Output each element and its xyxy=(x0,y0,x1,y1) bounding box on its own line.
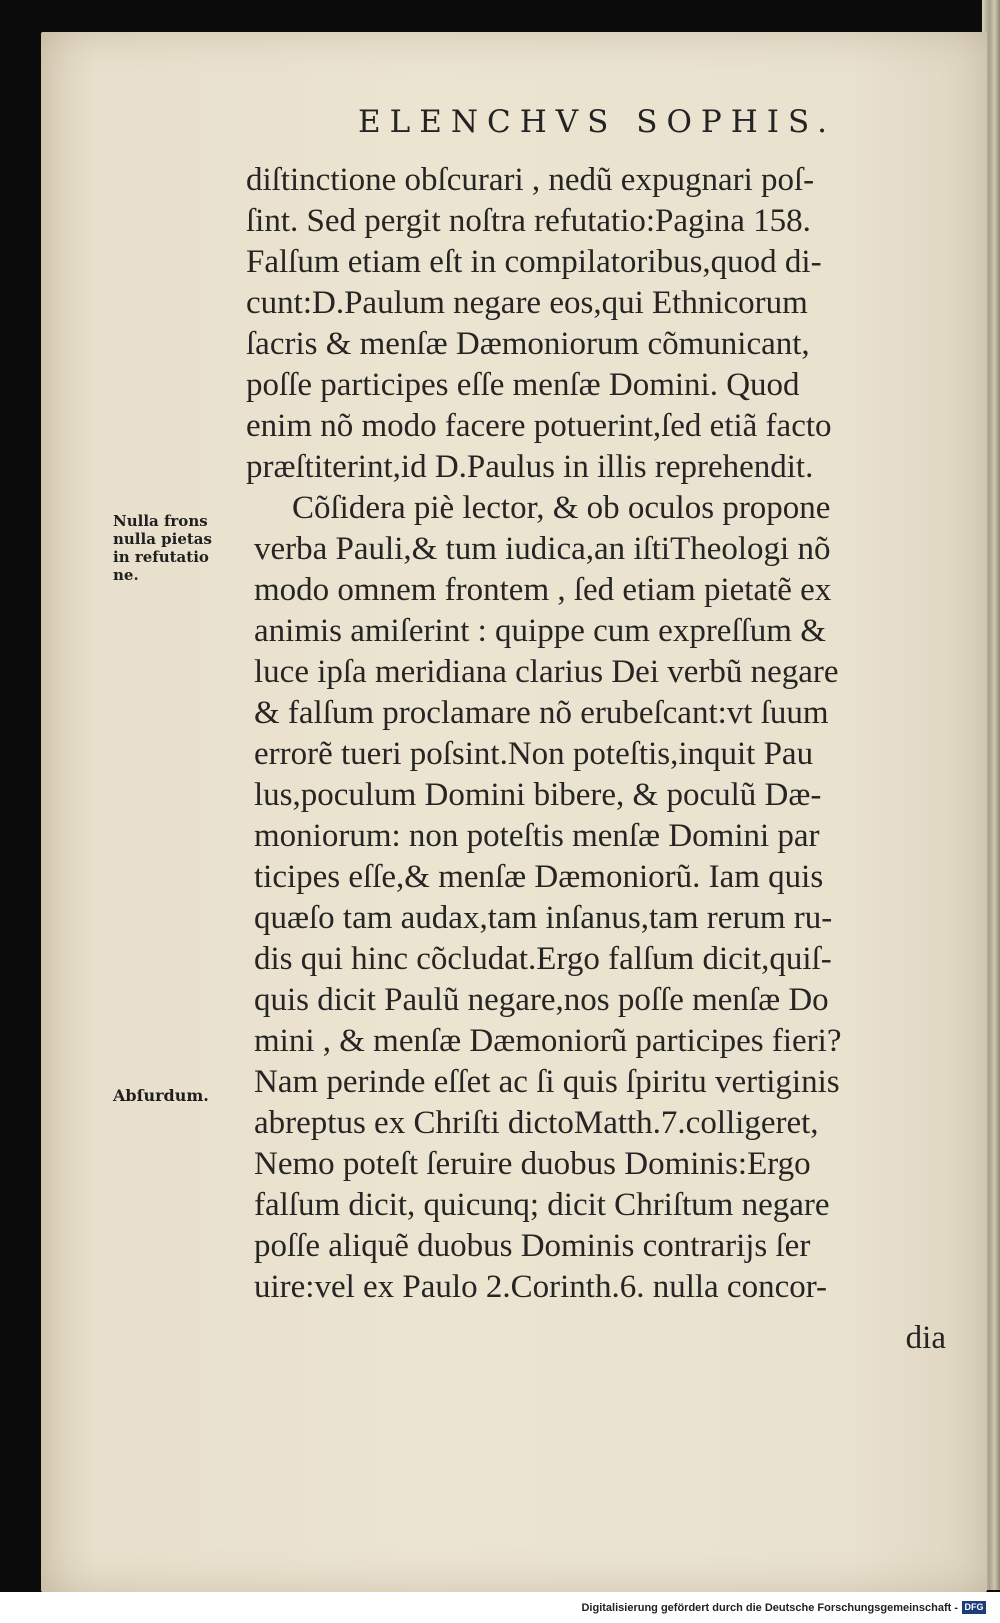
text-line: Nam perinde eſſet ac ſi quis ſpiritu vertiginis xyxy=(254,1064,840,1100)
text-line: falſum dicit, quicunq; dicit Chriſtum negare xyxy=(254,1187,830,1223)
text-line: Cõſidera piè lector, & ob oculos propone xyxy=(292,490,831,526)
text-line: dis qui hinc cõcludat.Ergo falſum dicit,quiſ- xyxy=(254,941,832,977)
text-line: verba Pauli,& tum iudica,an iſtiTheologi nõ xyxy=(254,531,831,567)
margin-note-line: Nulla frons xyxy=(113,512,208,530)
text-line: diſtinctione obſcurari , nedũ expugnari poſ- xyxy=(246,162,815,198)
margin-note-line: ne. xyxy=(113,566,139,584)
text-line: enim nõ modo facere potuerint,ſed etiã facto xyxy=(246,408,832,444)
text-line: quӕſo tam audax,tam inſanus,tam rerum ru- xyxy=(254,900,833,936)
text-line: lus,poculum Domini bibere, & poculũ Dæ- xyxy=(254,777,822,813)
text-line: moniorum: non poteſtis menſæ Domini par xyxy=(254,818,820,854)
text-line: & falſum proclamare nõ erubeſcant:vt ſuum xyxy=(254,695,829,731)
text-line: Nemo poteſt ſeruire duobus Dominis:Ergo xyxy=(254,1146,811,1182)
margin-note-line: in refutatio xyxy=(113,548,209,566)
margin-note-line: Abſurdum. xyxy=(113,1086,209,1105)
margin-note xyxy=(113,1087,253,1105)
text-line: errorẽ tueri poſsint.Non poteſtis,inquit Pau xyxy=(254,736,814,772)
text-line: modo omnem frontem , ſed etiam pietatẽ ex xyxy=(254,572,832,608)
running-head: ELENCHVS SOPHIS. xyxy=(358,104,836,140)
margin-note xyxy=(113,512,253,584)
text-line: abreptus ex Chriſti dictoMatth.7.colligeret, xyxy=(254,1105,819,1141)
catchword: dia xyxy=(905,1320,946,1356)
text-line: poſſe aliquẽ duobus Dominis contrarijs ſer xyxy=(254,1228,811,1264)
text-line: mini , & menſæ Dæmoniorũ participes fieri? xyxy=(254,1023,842,1059)
text-line: luce ipſa meridiana clarius Dei verbũ negare xyxy=(254,654,839,690)
text-line: ſint. Sed pergit noſtra refutatio:Pagina 158. xyxy=(246,203,811,239)
text-line: ticipes eſſe,& menſæ Dæmoniorũ. Iam quis xyxy=(254,859,824,895)
text-line: prӕſtiterint,id D.Paulus in illis reprehendit. xyxy=(246,449,814,485)
text-line: poſſe participes eſſe menſæ Domini. Quod xyxy=(246,367,800,403)
margin-note-line: nulla pietas xyxy=(113,530,212,548)
text-line: cunt:D.Paulum negare eos,qui Ethnicorum xyxy=(246,285,808,321)
text-line: quis dicit Paulũ negare,nos poſſe menſæ Do xyxy=(254,982,829,1018)
text-line: ſacris & menſæ Dæmoniorum cõmunicant, xyxy=(246,326,810,362)
text-line: uire:vel ex Paulo 2.Corinth.6. nulla concor- xyxy=(254,1269,828,1305)
text-line: Falſum etiam eſt in compilatoribus,quod di- xyxy=(246,244,822,280)
funding-credit: Digitalisierung gefördert durch die Deutsche Forschungsgemeinschaft - xyxy=(581,1602,958,1614)
dfg-logo-icon: DFG xyxy=(962,1601,986,1614)
text-line: animis amiſerint : quippe cum expreſſum & xyxy=(254,613,826,649)
